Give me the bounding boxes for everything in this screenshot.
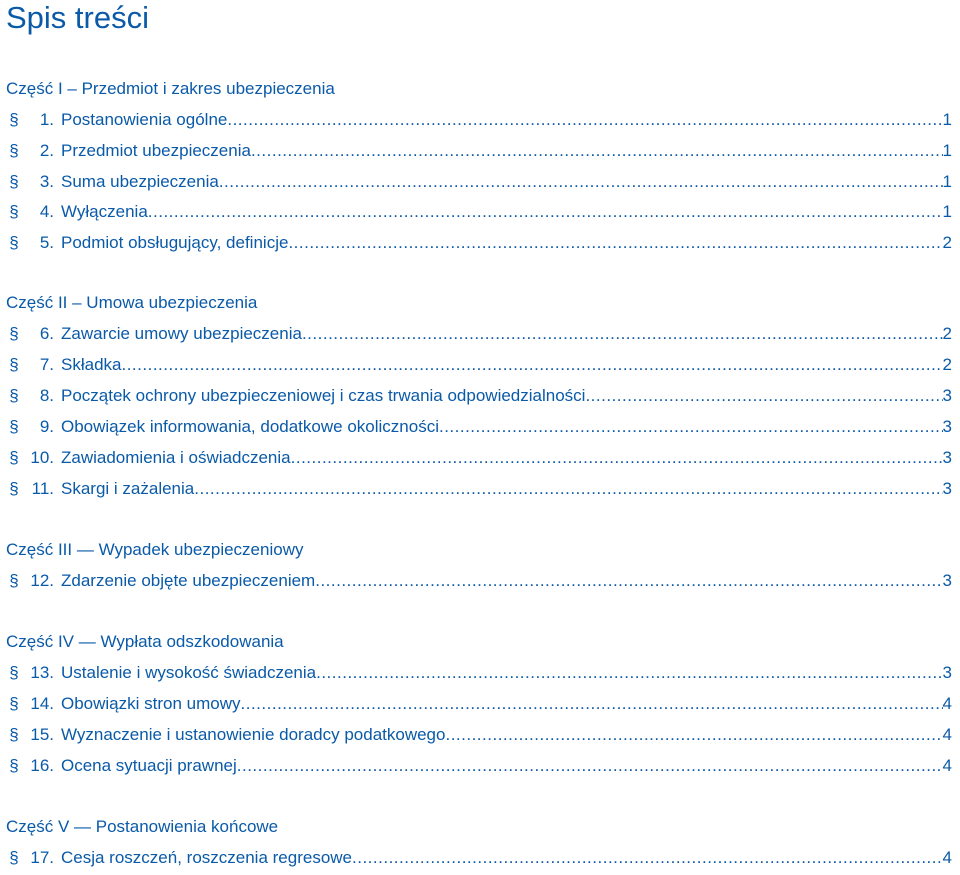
entry-label: Zawiadomienia i oświadczenia [61,448,291,467]
dot-leader [237,755,943,777]
toc-entry-11[interactable] [0,478,952,500]
entry-page: 2 [942,324,952,343]
toc-entry-7[interactable] [0,354,952,376]
entry-label: Składka [61,355,122,374]
entry-page: 4 [942,848,952,867]
toc-entry-3[interactable] [0,171,952,193]
entry-number: 14. [30,694,54,713]
entry-page: 1 [942,202,952,221]
section-sign: § [9,386,19,405]
entry-label: Obowiązki stron umowy [61,694,241,713]
entry-number: 8. [39,386,54,405]
section-sign: § [9,663,19,682]
entry-page: 2 [942,355,952,374]
entry-label: Cesja roszczeń, roszczenia regresowe [61,848,353,867]
dot-leader [251,140,943,162]
entry-page: 1 [942,110,952,129]
entry-page: 1 [942,172,952,191]
entry-label: Postanowienia ogólne [61,110,228,129]
section-sign: § [9,479,19,498]
entry-number: 1. [39,110,54,129]
section-sign: § [9,448,19,467]
section-sign: § [9,756,19,775]
entry-page: 3 [942,663,952,682]
toc-title: Spis treści [6,0,149,35]
toc-entry-5[interactable] [0,232,952,254]
entry-page: 3 [942,448,952,467]
section-sign: § [9,725,19,744]
dot-leader [315,570,942,592]
entry-page: 3 [942,417,952,436]
entry-number: 2. [39,141,54,160]
entry-label: Ocena sytuacji prawnej [61,756,237,775]
section-sign: § [9,141,19,160]
entry-label: Zdarzenie objęte ubezpieczeniem [61,571,316,590]
entry-page: 4 [942,756,952,775]
section-sign: § [9,233,19,252]
dot-leader [148,201,943,223]
entry-number: 7. [39,355,54,374]
dot-leader [291,447,943,469]
entry-label: Suma ubezpieczenia [61,172,219,191]
toc-entry-9[interactable] [0,416,952,438]
toc-entry-6[interactable] [0,323,952,345]
entry-page: 4 [942,725,952,744]
part-heading-5: Część V — Postanowienia końcowe [6,817,279,836]
dot-leader [219,171,943,193]
section-sign: § [9,324,19,343]
entry-number: 3. [39,172,54,191]
entry-number: 6. [39,324,54,343]
toc-entry-16[interactable] [0,755,952,777]
toc-entry-2[interactable] [0,140,952,162]
dot-leader [352,847,943,869]
dot-leader [121,354,942,376]
dot-leader [288,232,942,254]
entry-page: 3 [942,386,952,405]
toc-entry-14[interactable] [0,693,952,715]
dot-leader [194,478,942,500]
toc-entry-12[interactable] [0,570,952,592]
entry-page: 1 [942,141,952,160]
part-heading-2: Część II – Umowa ubezpieczenia [6,293,258,312]
entry-number: 4. [39,202,54,221]
entry-page: 2 [942,233,952,252]
toc-entry-10[interactable] [0,447,952,469]
entry-label: Wyłączenia [61,202,148,221]
entry-label: Podmiot obsługujący, definicje [61,233,289,252]
dot-leader [302,323,943,345]
section-sign: § [9,202,19,221]
section-sign: § [9,417,19,436]
dot-leader [445,724,942,746]
entry-label: Wyznaczenie i ustanowienie doradcy podatkowego [61,725,446,744]
dot-leader [227,109,942,131]
entry-label: Przedmiot ubezpieczenia [61,141,251,160]
section-sign: § [9,694,19,713]
entry-label: Ustalenie i wysokość świadczenia [61,663,317,682]
entry-number: 9. [39,417,54,436]
entry-number: 5. [39,233,54,252]
entry-label: Skargi i zażalenia [61,479,195,498]
section-sign: § [9,110,19,129]
toc-entry-17[interactable] [0,847,952,869]
entry-page: 4 [942,694,952,713]
toc-entry-8[interactable] [0,385,952,407]
section-sign: § [9,355,19,374]
entry-page: 3 [942,479,952,498]
entry-number: 16. [30,756,54,775]
entry-number: 17. [30,848,54,867]
part-heading-1: Część I – Przedmiot i zakres ubezpieczenia [6,79,335,98]
toc-entry-15[interactable] [0,724,952,746]
entry-number: 11. [31,479,54,498]
entry-label: Początek ochrony ubezpieczeniowej i czas trwania odpowiedzialności [61,386,586,405]
entry-label: Obowiązek informowania, dodatkowe okoliczności [61,417,439,436]
entry-number: 10. [30,448,54,467]
entry-number: 12. [30,571,54,590]
section-sign: § [9,172,19,191]
toc-entry-1[interactable] [0,109,952,131]
entry-page: 3 [942,571,952,590]
toc-entry-4[interactable] [0,201,952,223]
dot-leader [585,385,942,407]
dot-leader [241,693,943,715]
entry-label: Zawarcie umowy ubezpieczenia [61,324,302,343]
section-sign: § [9,571,19,590]
dot-leader [439,416,943,438]
toc-entry-13[interactable] [0,662,952,684]
section-sign: § [9,848,19,867]
entry-number: 13. [30,663,54,682]
dot-leader [316,662,942,684]
entry-number: 15. [30,725,54,744]
part-heading-3: Część III — Wypadek ubezpieczeniowy [6,540,304,559]
part-heading-4: Część IV — Wypłata odszkodowania [6,632,284,651]
